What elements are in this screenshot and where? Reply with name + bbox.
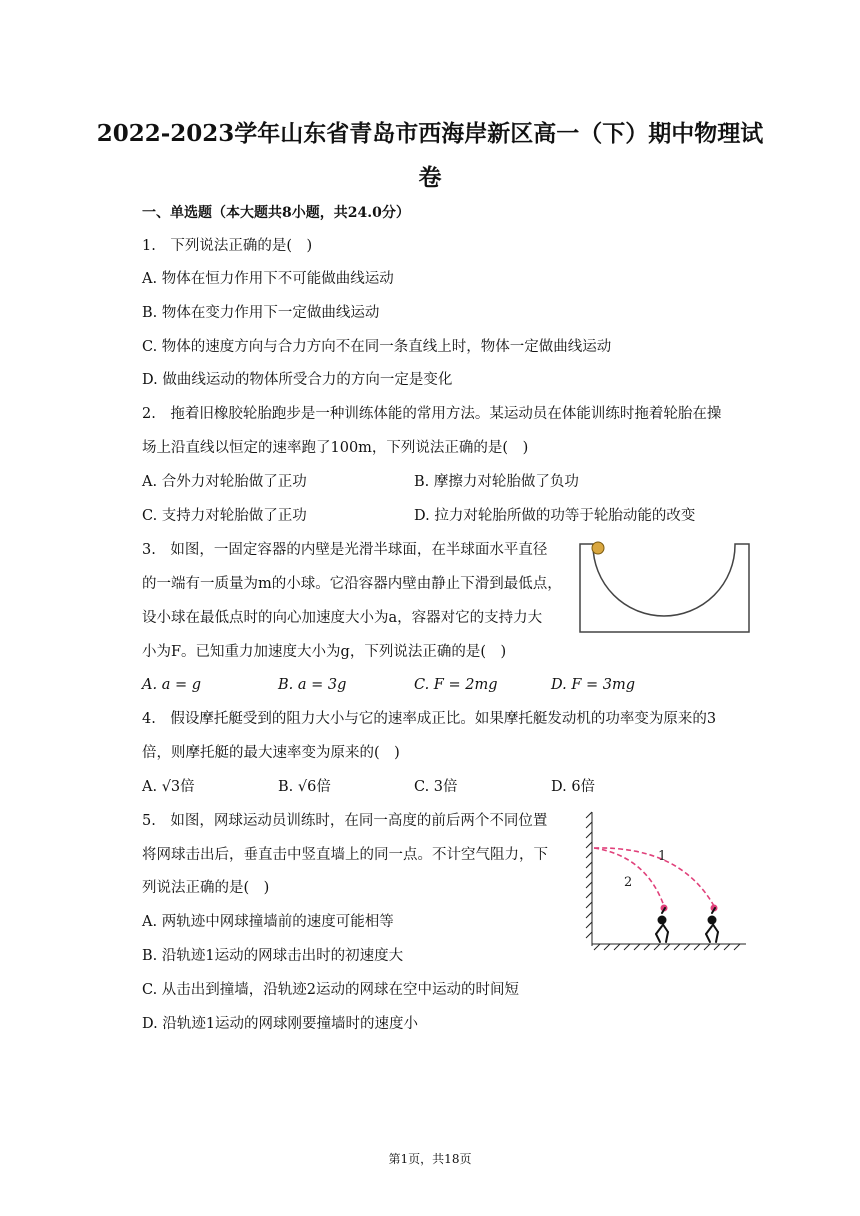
q3-option-c: C. F = 2mg	[414, 677, 498, 693]
q4-stem-line1: 4. 假设摩托艇受到的阻力大小与它的速率成正比。如果摩托艇发动机的功率变为原来的3	[142, 711, 717, 727]
player-1-icon	[706, 908, 718, 942]
page-footer: 第1页，共18页	[388, 1152, 472, 1166]
page-title	[60, 112, 800, 200]
q3-option-d: D. F = 3mg	[551, 677, 636, 693]
q3-hemisphere-figure	[578, 540, 753, 634]
ground-hatching	[592, 944, 746, 950]
q2-stem-line1: 2. 拖着旧橡胶轮胎跑步是一种训练体能的常用方法。某运动员在体能训练时拖着轮胎在操	[142, 406, 722, 422]
q1-option-c: C. 物体的速度方向与合力方向不在同一条直线上时，物体一定做曲线运动	[142, 339, 612, 355]
q2-option-b: B. 摩擦力对轮胎做了负功	[414, 474, 579, 490]
wall-hatching	[586, 812, 592, 946]
q3-stem-line1: 3. 如图，一固定容器的内壁是光滑半球面，在半球面水平直径	[142, 542, 548, 558]
container-outline	[580, 544, 749, 632]
q2-option-d: D. 拉力对轮胎所做的功等于轮胎动能的改变	[414, 508, 696, 524]
q5-option-b: B. 沿轨迹1运动的网球击出时的初速度大	[142, 948, 404, 964]
q2-stem-line2: 场上沿直线以恒定的速率跑了100m，下列说法正确的是( )	[142, 440, 529, 456]
q5-option-a: A. 两轨迹中网球撞墙前的速度可能相等	[142, 914, 394, 930]
q4-option-c: C. 3倍	[414, 779, 458, 795]
q3-option-a: A. a = g	[142, 677, 201, 693]
q2-option-c: C. 支持力对轮胎做了正功	[142, 508, 307, 524]
q1-stem: 1. 下列说法正确的是( )	[142, 238, 313, 254]
q5-stem-line2: 将网球击出后，垂直击中竖直墙上的同一点。不计空气阻力，下	[142, 847, 548, 863]
q5-option-d: D. 沿轨迹1运动的网球刚要撞墙时的速度小	[142, 1016, 419, 1032]
q3-stem-line3: 设小球在最低点时的向心加速度大小为a，容器对它的支持力大	[142, 610, 543, 626]
q1-option-a: A. 物体在恒力作用下不可能做曲线运动	[142, 271, 394, 287]
title-line-1: 2022-2023学年山东省青岛市西海岸新区高一（下）期中物理试	[96, 120, 764, 147]
q5-option-c: C. 从击出到撞墙，沿轨迹2运动的网球在空中运动的时间短	[142, 982, 520, 998]
title-line-2: 卷	[418, 164, 442, 191]
q4-stem-line2: 倍，则摩托艇的最大速率变为原来的( )	[142, 745, 400, 761]
q1-option-b: B. 物体在变力作用下一定做曲线运动	[142, 305, 380, 321]
ball-icon	[592, 542, 604, 554]
q4-option-b: B. √6倍	[278, 779, 331, 795]
trajectory-2-label: 2	[624, 875, 633, 890]
q3-stem-line4: 小为F。已知重力加速度大小为g，下列说法正确的是( )	[142, 644, 507, 660]
q5-tennis-wall-figure	[580, 808, 750, 953]
section-heading: 一、单选题（本大题共8小题，共24.0分）	[142, 205, 410, 221]
trajectory-1-label: 1	[658, 849, 667, 864]
q4-option-a: A. √3倍	[142, 779, 195, 795]
q3-option-b: B. a = 3g	[278, 677, 347, 693]
q3-stem-line2: 的一端有一质量为m的小球。它沿容器内壁由静止下滑到最低点，	[142, 576, 562, 592]
q2-option-a: A. 合外力对轮胎做了正功	[142, 474, 307, 490]
q1-option-d: D. 做曲线运动的物体所受合力的方向一定是变化	[142, 372, 453, 388]
q4-option-d: D. 6倍	[551, 779, 596, 795]
player-2-icon	[656, 908, 668, 942]
trajectory-1	[594, 848, 714, 906]
q5-stem-line1: 5. 如图，网球运动员训练时，在同一高度的前后两个不同位置	[142, 813, 548, 829]
q5-stem-line3: 列说法正确的是( )	[142, 880, 270, 896]
